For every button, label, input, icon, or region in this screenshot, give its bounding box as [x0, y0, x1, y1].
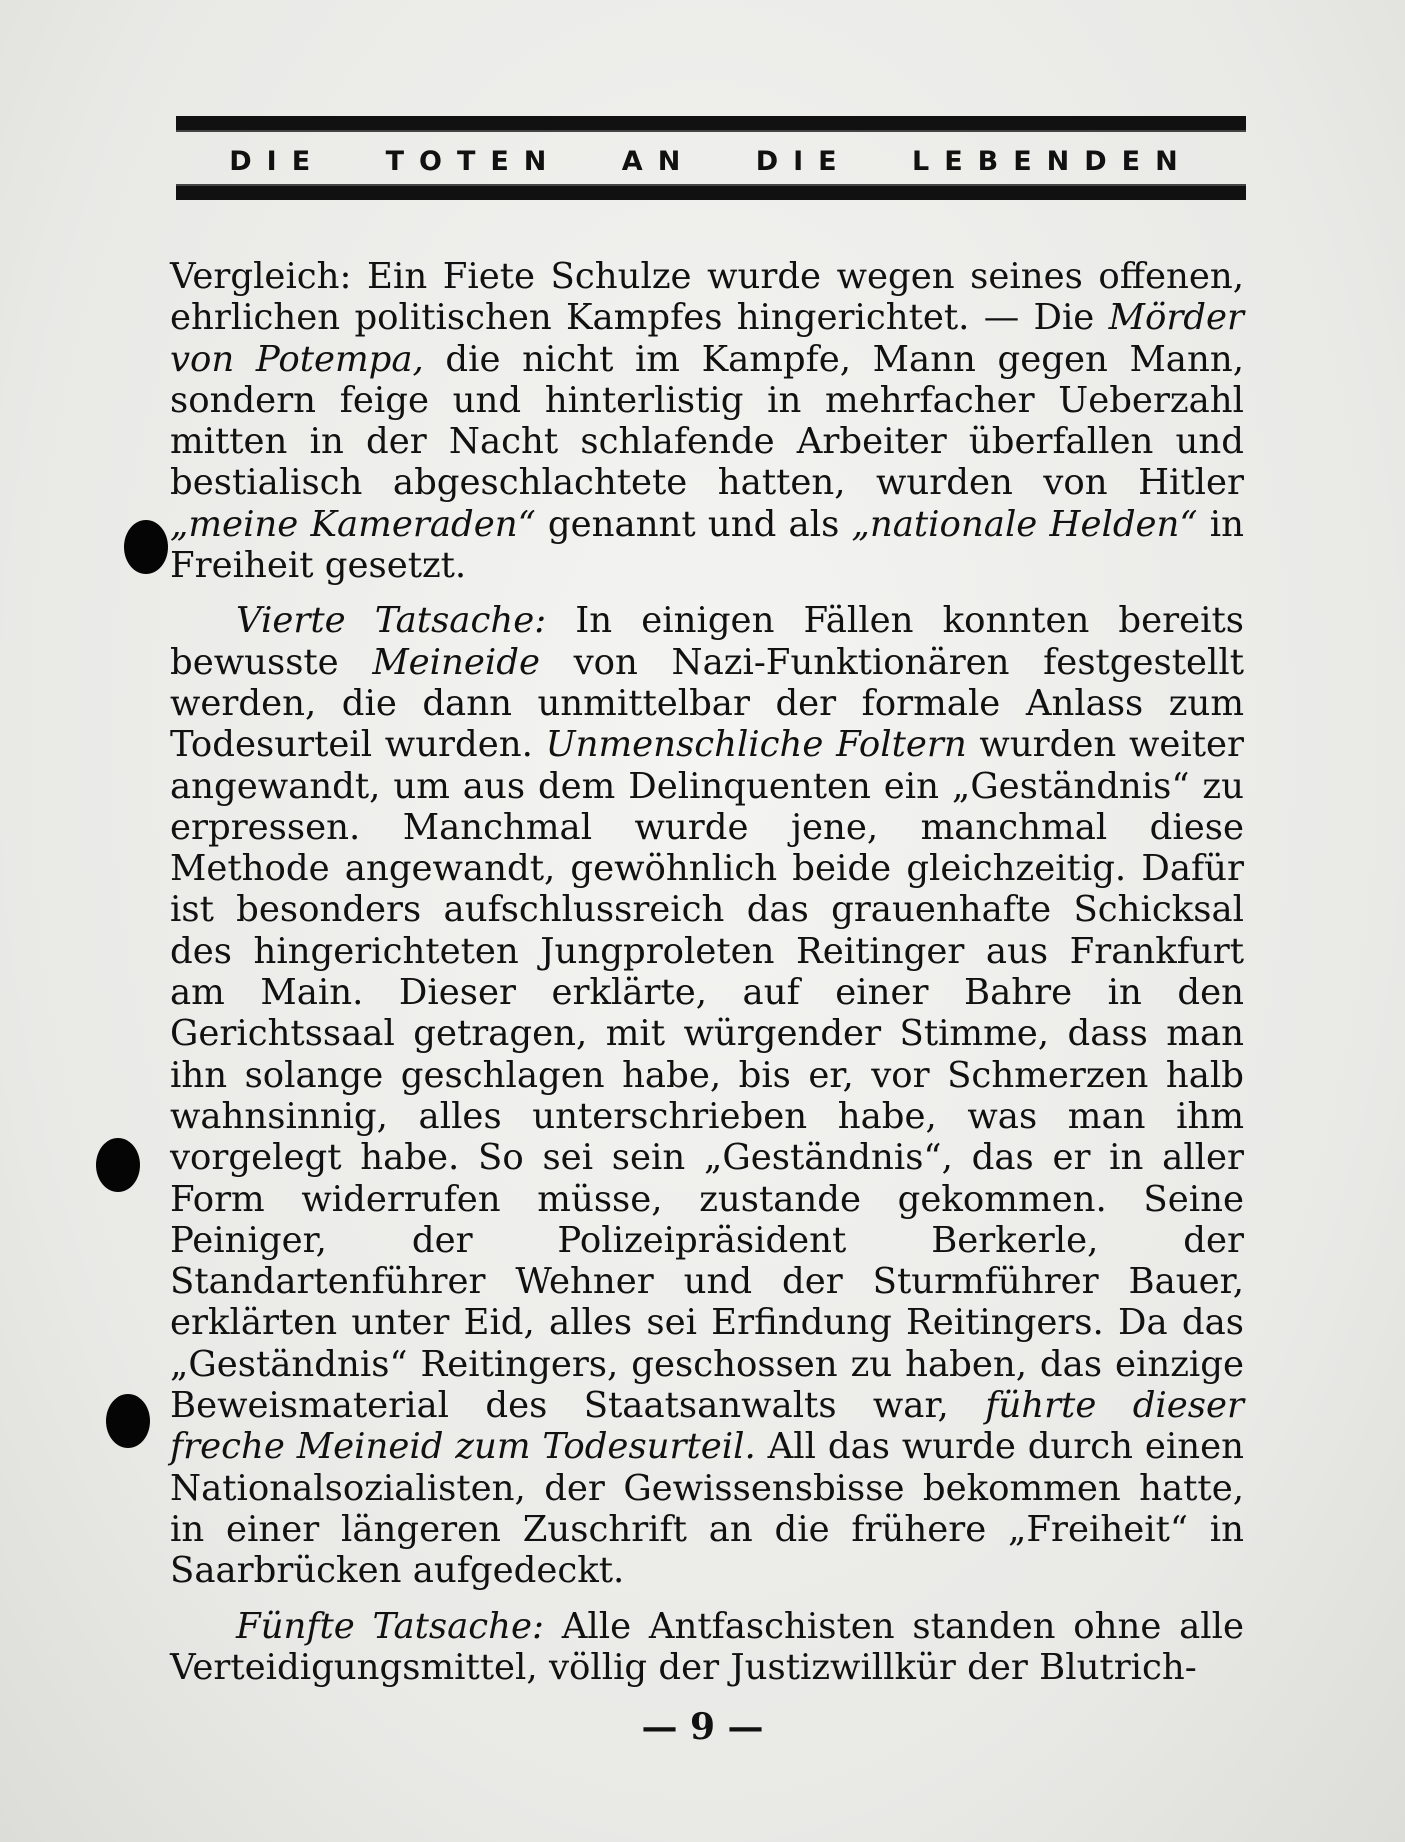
emphasis-run: Unmenschliche Foltern: [545, 724, 967, 766]
emphasis-run: Vierte Tatsache:: [236, 600, 547, 642]
body-text: [170, 256, 1244, 1688]
header-rule-bottom: [176, 184, 1246, 200]
text-run: von Nazi-Funktionären festgestellt werden, die dann unmittelbar der formale Anlass zum Todesurteil wurden.: [170, 641, 1244, 766]
page-number: — 9 —: [641, 1706, 764, 1748]
text-run: All das wurde durch einen Nationalsozialisten, der Gewissensbisse bekommen hatte, in einer längeren Zuschrift an die frühere „Freiheit“ in Saarbrücken aufgedeckt.: [170, 1426, 1244, 1592]
punch-hole-mark: [106, 1394, 150, 1448]
running-title: DIE TOTEN AN DIE LEBENDEN: [229, 146, 1193, 177]
text-run: genannt und als: [535, 503, 852, 545]
emphasis-run: „nationale Helden“: [851, 503, 1198, 545]
emphasis-run: „meine Kameraden“: [170, 503, 536, 545]
emphasis-run: Mörder von Potempa,: [170, 297, 1244, 380]
punch-hole-mark: [124, 520, 168, 574]
paragraph-3: [170, 1606, 1244, 1689]
header-rule-top: [176, 116, 1246, 132]
paragraph-1: [170, 256, 1244, 586]
emphasis-run: führte dieser freche Meineid zum Todesurteil.: [170, 1385, 1244, 1468]
emphasis-run: Meineide: [372, 641, 540, 683]
text-run: Vergleich: Ein Fiete Schulze wurde wegen seines offenen, ehrlichen politischen Kampfes hingerichtet. — Die: [170, 256, 1244, 339]
text-run: Alle Antfaschisten standen ohne alle Verteidigungsmittel, völlig der Justizwillkür der Blutrich-: [170, 1605, 1244, 1688]
punch-hole-mark: [96, 1138, 140, 1192]
paragraph-2: [170, 600, 1244, 1591]
text-run: In einigen Fällen konnten bereits bewusste: [170, 600, 1244, 683]
text-run: wurden weiter angewandt, um aus dem Delinquenten ein „Geständnis“ zu erpressen. Manchmal wurde jene, manchmal diese Methode angewandt, gewöhnlich beide gleichzeitig. Dafür ist besonders aufschlussreich das grauenhafte Schicksal des hingerichteten Jungproleten Reitinger aus Frankfurt am Main. Dieser erklärte, auf einer Bahre in den Gerichtssaal getragen, mit würgender Stimme, dass man ihn solange geschlagen habe, bis er, vor Schmerzen halb wahnsinnig, alles unterschrieben habe, was man ihm vorgelegt habe. So sei sein „Geständnis“, das er in aller Form widerrufen müsse, zustande gekommen. Seine Peiniger, der Polizeipräsident Berkerle, der Standartenführer Wehner und der Sturmführer Bauer, erklärten unter Eid, alles sei Erfindung Reitingers. Da das „Geständnis“ Reitingers, geschossen zu haben, das einzige Beweismaterial des Staatsanwalts war,: [170, 724, 1244, 1427]
emphasis-run: Fünfte Tatsache:: [236, 1605, 544, 1647]
text-run: die nicht im Kampfe, Mann gegen Mann, sondern feige und hinterlistig in mehrfacher Ueberzahl mitten in der Nacht schlafende Arbeiter überfallen und bestialisch abgeschlachtete hatten, wurden von Hitler: [170, 338, 1244, 504]
text-run: in Freiheit gesetzt.: [170, 503, 1244, 587]
